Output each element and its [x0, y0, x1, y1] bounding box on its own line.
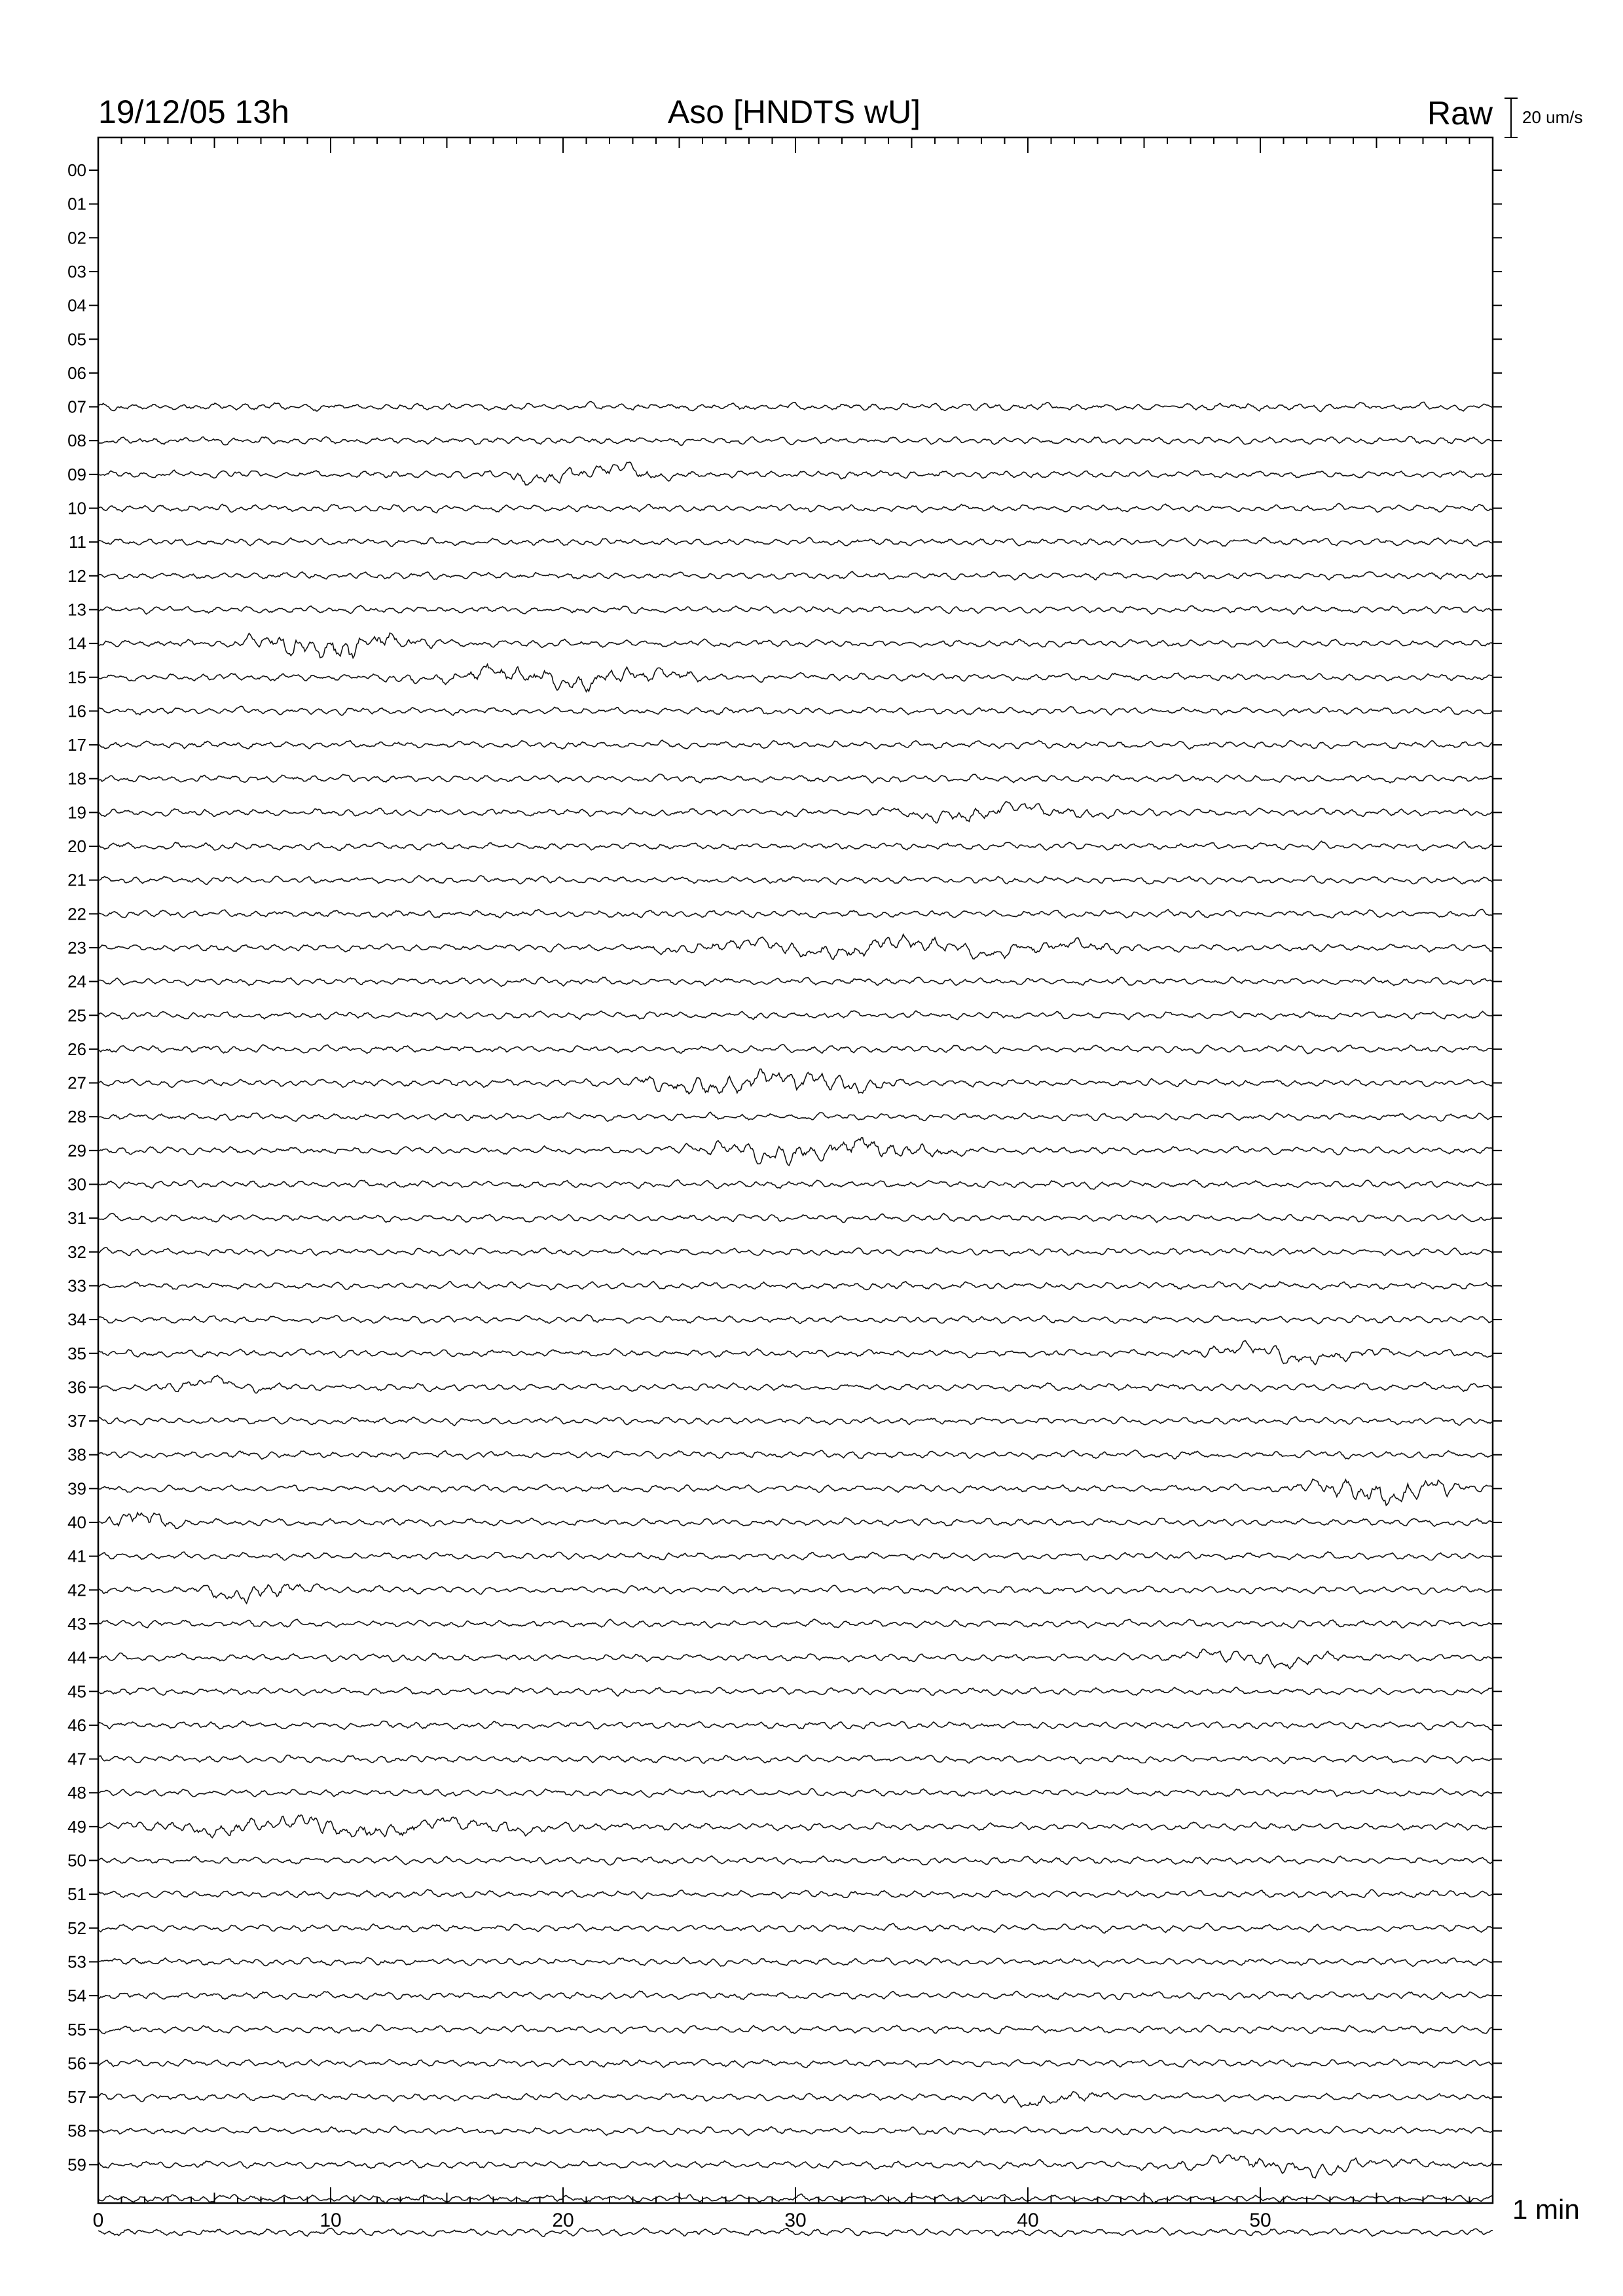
trace-line — [98, 1890, 1493, 1899]
minute-label: 12 — [67, 565, 86, 586]
minute-label: 56 — [67, 2053, 86, 2073]
second-label: 0 — [92, 2210, 104, 2231]
trace-line — [98, 876, 1493, 885]
trace-group — [98, 402, 1493, 2237]
minute-label: 22 — [67, 904, 86, 924]
minute-label: 15 — [67, 667, 86, 687]
minute-label: 53 — [67, 1952, 86, 1972]
trace-line — [98, 1584, 1493, 1604]
trace-line — [98, 1991, 1493, 2000]
minute-label: 59 — [67, 2155, 86, 2175]
minute-label: 18 — [67, 768, 86, 789]
second-label: 30 — [784, 2210, 807, 2231]
trace-line — [98, 1479, 1493, 1505]
trace-line — [98, 571, 1493, 580]
minute-label: 28 — [67, 1107, 86, 1127]
minute-label: 43 — [67, 1613, 86, 1634]
minute-label: 31 — [67, 1208, 86, 1229]
minute-label: 05 — [67, 329, 86, 350]
trace-line — [98, 1138, 1493, 1166]
minute-label: 09 — [67, 464, 86, 484]
minute-label: 07 — [67, 397, 86, 417]
trace-line — [98, 740, 1493, 749]
minute-label: 38 — [67, 1444, 86, 1465]
minute-label: 40 — [67, 1513, 86, 1532]
minute-label: 58 — [67, 2121, 86, 2141]
trace-line — [98, 977, 1493, 986]
trace-line — [98, 402, 1493, 412]
trace-line — [98, 1815, 1493, 1838]
minute-label: 51 — [67, 1884, 86, 1905]
minute-label: 14 — [67, 634, 86, 654]
minute-label: 49 — [67, 1816, 86, 1837]
trace-line — [98, 2059, 1493, 2068]
trace-line — [98, 437, 1493, 446]
trace-line — [98, 664, 1493, 692]
trace-line — [98, 1069, 1493, 1094]
trace-line — [98, 841, 1493, 851]
minute-label: 34 — [67, 1310, 86, 1330]
minute-label: 30 — [67, 1174, 86, 1194]
amplitude-scale-bar — [1504, 98, 1518, 137]
trace-line — [98, 1924, 1493, 1933]
trace-line — [98, 1340, 1493, 1365]
minute-label: 06 — [67, 363, 86, 383]
trace-line — [98, 1011, 1493, 1020]
minute-label: 55 — [67, 2019, 86, 2039]
minute-label: 26 — [67, 1039, 86, 1059]
minute-label: 32 — [67, 1242, 86, 1262]
trace-line — [98, 1619, 1493, 1628]
datetime-label: 19/12/05 13h — [98, 94, 289, 130]
second-label: 10 — [319, 2210, 342, 2231]
trace-line — [98, 1375, 1493, 1393]
trace-line — [98, 1687, 1493, 1696]
trace-line — [98, 633, 1493, 658]
trace-line — [98, 1789, 1493, 1797]
trace-line — [98, 2155, 1493, 2178]
minute-label: 08 — [67, 431, 86, 451]
station-title: Aso [HNDTS wU] — [667, 94, 921, 130]
minute-label: 57 — [67, 2087, 86, 2108]
minute-label: 17 — [67, 735, 86, 755]
second-tick-group — [93, 137, 1493, 2231]
trace-line — [98, 537, 1493, 547]
minute-label: 35 — [67, 1343, 86, 1363]
trace-line — [98, 1417, 1493, 1426]
minute-label: 46 — [67, 1715, 86, 1735]
trace-line — [98, 774, 1493, 783]
minute-label: 27 — [67, 1073, 86, 1093]
minute-label: 16 — [67, 701, 86, 721]
trace-line — [98, 605, 1493, 614]
minute-label: 04 — [67, 295, 86, 315]
trace-line — [98, 1045, 1493, 1054]
minute-label: 01 — [67, 194, 86, 214]
trace-line — [98, 1513, 1493, 1528]
trace-line — [98, 1180, 1493, 1190]
minute-label: 24 — [67, 971, 86, 992]
trace-line — [98, 2126, 1493, 2136]
trace-line — [98, 1721, 1493, 1731]
minute-label: 52 — [67, 1918, 86, 1938]
trace-line — [98, 1112, 1493, 1121]
trace-line — [98, 1450, 1493, 1459]
minute-label: 19 — [67, 802, 86, 823]
trace-line — [98, 1213, 1493, 1223]
trace-line — [98, 2024, 1493, 2034]
minute-label: 41 — [67, 1546, 86, 1566]
trace-line — [98, 2092, 1493, 2108]
trace-line — [98, 935, 1493, 960]
minute-label: 23 — [67, 937, 86, 958]
second-label: 50 — [1249, 2210, 1271, 2231]
minute-label: 03 — [67, 261, 86, 281]
trace-line — [98, 462, 1493, 485]
trace-line — [98, 1282, 1493, 1290]
trace-line — [98, 1247, 1493, 1256]
trace-line — [98, 1315, 1493, 1324]
trace-line — [98, 706, 1493, 716]
minute-label: 21 — [67, 870, 86, 890]
trace-line — [98, 1856, 1493, 1865]
minute-label: 39 — [67, 1479, 86, 1499]
minute-label: 25 — [67, 1005, 86, 1026]
minute-label: 54 — [67, 1986, 86, 2006]
minute-label: 20 — [67, 836, 86, 856]
minute-label: 11 — [69, 532, 86, 552]
minute-label: 45 — [67, 1681, 86, 1702]
minute-label: 48 — [67, 1783, 86, 1803]
minute-tick-group — [67, 160, 1502, 2174]
minute-label: 10 — [67, 498, 86, 518]
trace-line — [98, 910, 1493, 918]
second-label: 40 — [1017, 2210, 1039, 2231]
minute-label: 13 — [67, 600, 86, 620]
minute-label: 00 — [67, 160, 86, 180]
trace-line — [98, 802, 1493, 823]
minute-label: 33 — [67, 1276, 86, 1296]
mode-label: Raw — [1427, 95, 1493, 132]
trace-line — [98, 1755, 1493, 1764]
scale-label: 20 um/s — [1522, 107, 1583, 127]
minute-label: 50 — [67, 1850, 86, 1871]
minute-label: 29 — [67, 1140, 86, 1160]
trace-line — [98, 503, 1493, 512]
minute-label: 47 — [67, 1749, 86, 1769]
minute-label: 44 — [67, 1647, 86, 1668]
minute-label: 02 — [67, 228, 86, 248]
trace-line — [98, 1552, 1493, 1561]
second-label: 20 — [552, 2210, 574, 2231]
trace-line — [98, 1649, 1493, 1669]
minute-label: 37 — [67, 1411, 86, 1431]
trace-line — [98, 1958, 1493, 1967]
minute-label: 42 — [67, 1580, 86, 1600]
minute-label: 36 — [67, 1377, 86, 1397]
x-axis-label: 1 min — [1512, 2194, 1580, 2225]
